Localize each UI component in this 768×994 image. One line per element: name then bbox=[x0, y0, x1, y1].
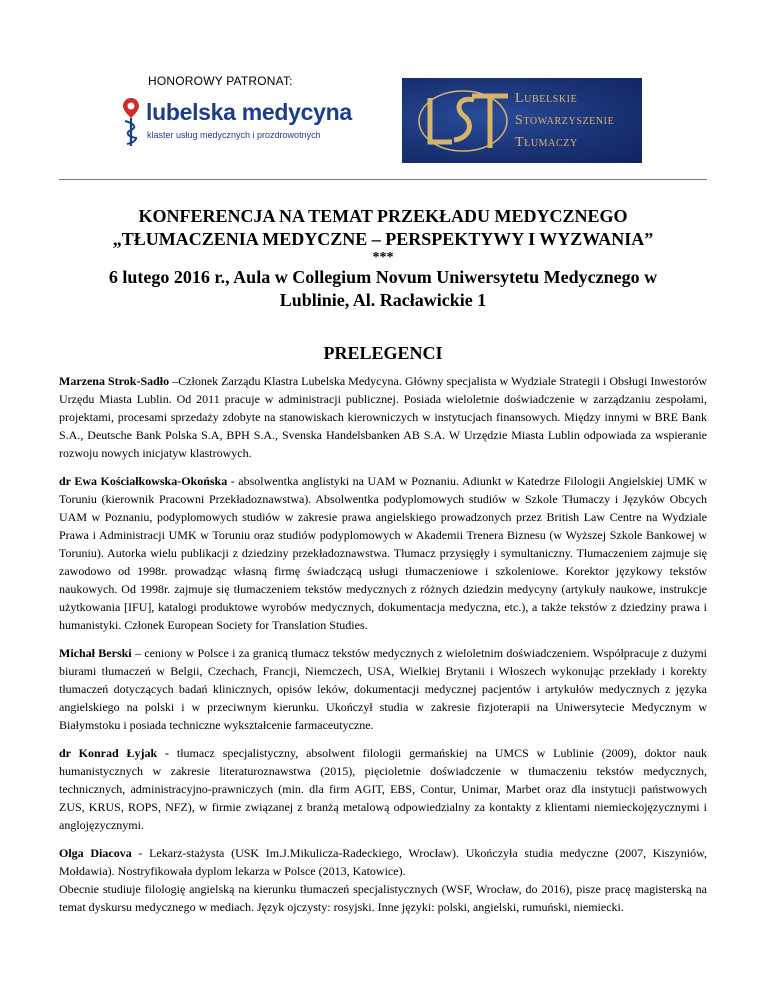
lst-line-2: Stowarzyszenie bbox=[515, 113, 615, 128]
lst-monogram-icon bbox=[408, 82, 518, 160]
speaker-description: - Lekarz-stażysta (USK Im.J.Mikulicza-Radeckiego, Wrocław). Ukończyła studia medyczne (2007, Kiszyniów, Mołdawia). Nostryfikowała dyplom lekarza w Polsce (2013, Katowice). Obecnie studiuje filologię angielską na kierunku tłumaczeń specjalistycznych (WSF, Wrocław, do 2016), pisze pracę magisterską na temat dyskursu medycznego w mediach. Język ojczysty: rosyjski. Inne języki: polski, angielski, rumuński, niemiecki. bbox=[59, 846, 708, 914]
speaker-name: Marzena Strok-Sadło bbox=[59, 374, 170, 388]
speaker-bio bbox=[59, 644, 707, 734]
lst-line-3: Tłumaczy bbox=[515, 135, 578, 150]
speaker-bio bbox=[59, 372, 707, 462]
section-heading: PRELEGENCI bbox=[323, 343, 443, 363]
logo-lm-tagline: klaster usług medycznych i prozdrowotnych bbox=[147, 130, 321, 140]
speaker-name: Michał Berski bbox=[59, 646, 132, 660]
title-line-2: „TŁUMACZENIA MEDYCZNE – PERSPEKTYWY I WYZWANIA” bbox=[112, 229, 654, 249]
logo-lubelska-medycyna bbox=[118, 96, 368, 148]
title-line-1: KONFERENCJA NA TEMAT PRZEKŁADU MEDYCZNEGO bbox=[138, 206, 628, 226]
logo-lm-name: lubelska medycyna bbox=[146, 99, 352, 125]
speaker-description: – ceniony w Polsce i za granicą tłumacz tekstów medycznych z wieloletnim doświadczeniem. Współpracuje z dużymi biurami tłumaczeń w Belgii, Czechach, Francji, Niemczech, USA, Wielkiej Brytanii i Włoszech wykonując przekłady i korekty tłumaczeń dotyczących badań klinicznych, opisów leków, dokumentacji medycznej pacjentów i artykułów medycznych z języka angielskiego na polski i w przeciwnym kierunku. Ukończył studia w zakresie fizjoterapii na Uniwersytecie Medycznym w Białymstoku i posiada techniczne wykształcenie farmaceutyczne. bbox=[59, 646, 708, 732]
speakers-list bbox=[59, 372, 707, 926]
speaker-name: dr Konrad Łyjak - bbox=[59, 746, 170, 760]
logo-lubelskie-stowarzyszenie-tlumaczy bbox=[402, 78, 642, 163]
speaker-bio bbox=[59, 472, 707, 634]
lst-line-1: Lubelskie bbox=[515, 91, 578, 106]
speaker-name: Olga Diacova bbox=[59, 846, 132, 860]
title-separator: *** bbox=[372, 250, 394, 265]
speaker-bio bbox=[59, 844, 707, 916]
title-line-4: Lublinie, Al. Racławickie 1 bbox=[279, 290, 487, 310]
speaker-name: dr Ewa Kościałkowska-Okońska bbox=[59, 474, 228, 488]
speaker-description: - absolwentka anglistyki na UAM w Poznaniu. Adiunkt w Katedrze Filologii Angielskiej UMK w Toruniu (kierownik Pracowni Przekładoznawstwa). Absolwentka podyplomowych studiów w Szkole Tłumaczy i Języków Obcych UAM w Poznaniu, podyplomowych studiów w zakresie prawa angielskiego prowadzonych przez British Law Centre na Wydziale Prawa i Administracji UMK w Toruniu oraz studiów podyplomowych w Akademii Trenera Biznesu (w Wyższej Szkole Bankowej w Toruniu). Autorka wielu publikacji z dziedziny przekładoznawstwa. Tłumacz przysięgły i symultaniczny. Tłumaczeniem zajmuje się zawodowo od 1998r. prowadząc własną firmę świadczącą usługi tłumaczeniowe i szkoleniowe. Korektor językowy tekstów naukowych. Od 1998r. zajmuje się tłumaczeniem tekstów medycznych z różnych dziedzin medycyny (artykuły naukowe, instrukcje użytkowania [IFU], katalogi produktowe wyrobów medycznych, dokumentacja medyczna, etc.), a także tekstów z dziedziny prawa i humanistyki. Członek European Society for Translation Studies. bbox=[59, 474, 708, 632]
speaker-description: –Członek Zarządu Klastra Lubelska Medycyna. Główny specjalista w Wydziale Strategii i Obsługi Inwestorów Urzędu Miasta Lublin. Od 2011 pracuje w administracji publicznej. Posiada wieloletnie doświadczenie w zarządzaniu zespołami, projektami, procesami sprzedaży zdobyte na stanowiskach kierowniczych w instytucjach finansowych. Między innymi w BRE Bank S.A., Deutsche Bank Polska S.A, BPH S.A., Svenska Handelsbanken AB S.A. W Urzędzie Miasta Lublin odpowiada za wspieranie rozwoju nowych inicjatyw klastrowych. bbox=[59, 374, 707, 460]
patronat-label: HONOROWY PATRONAT: bbox=[148, 74, 293, 88]
caduceus-pin-icon bbox=[118, 96, 144, 148]
title-line-3: 6 lutego 2016 r., Aula w Collegium Novum Uniwersytetu Medycznego w bbox=[108, 267, 658, 287]
header-divider bbox=[59, 179, 707, 180]
speaker-bio bbox=[59, 744, 707, 834]
speaker-description: tłumacz specjalistyczny, absolwent filologii germańskiej na UMCS w Lublinie (2009), doktor nauk humanistycznych w zakresie literaturoznawstwa (2015), pięcioletnie doświadczenie w tłumaczeniu tekstów medycznych, technicznych, administracyjno-prawniczych (min. dla firm AGIT, EBS, Contur, Unimar, Marbet oraz dla instytucji państwowych ZUS, KRUS, ROPS, NFZ), w firmie związanej z branżą metalową odpowiedzialny za kontakty z klientami niemieckojęzycznymi i anglojęzycznymi. bbox=[59, 746, 707, 832]
conference-title bbox=[59, 205, 707, 312]
